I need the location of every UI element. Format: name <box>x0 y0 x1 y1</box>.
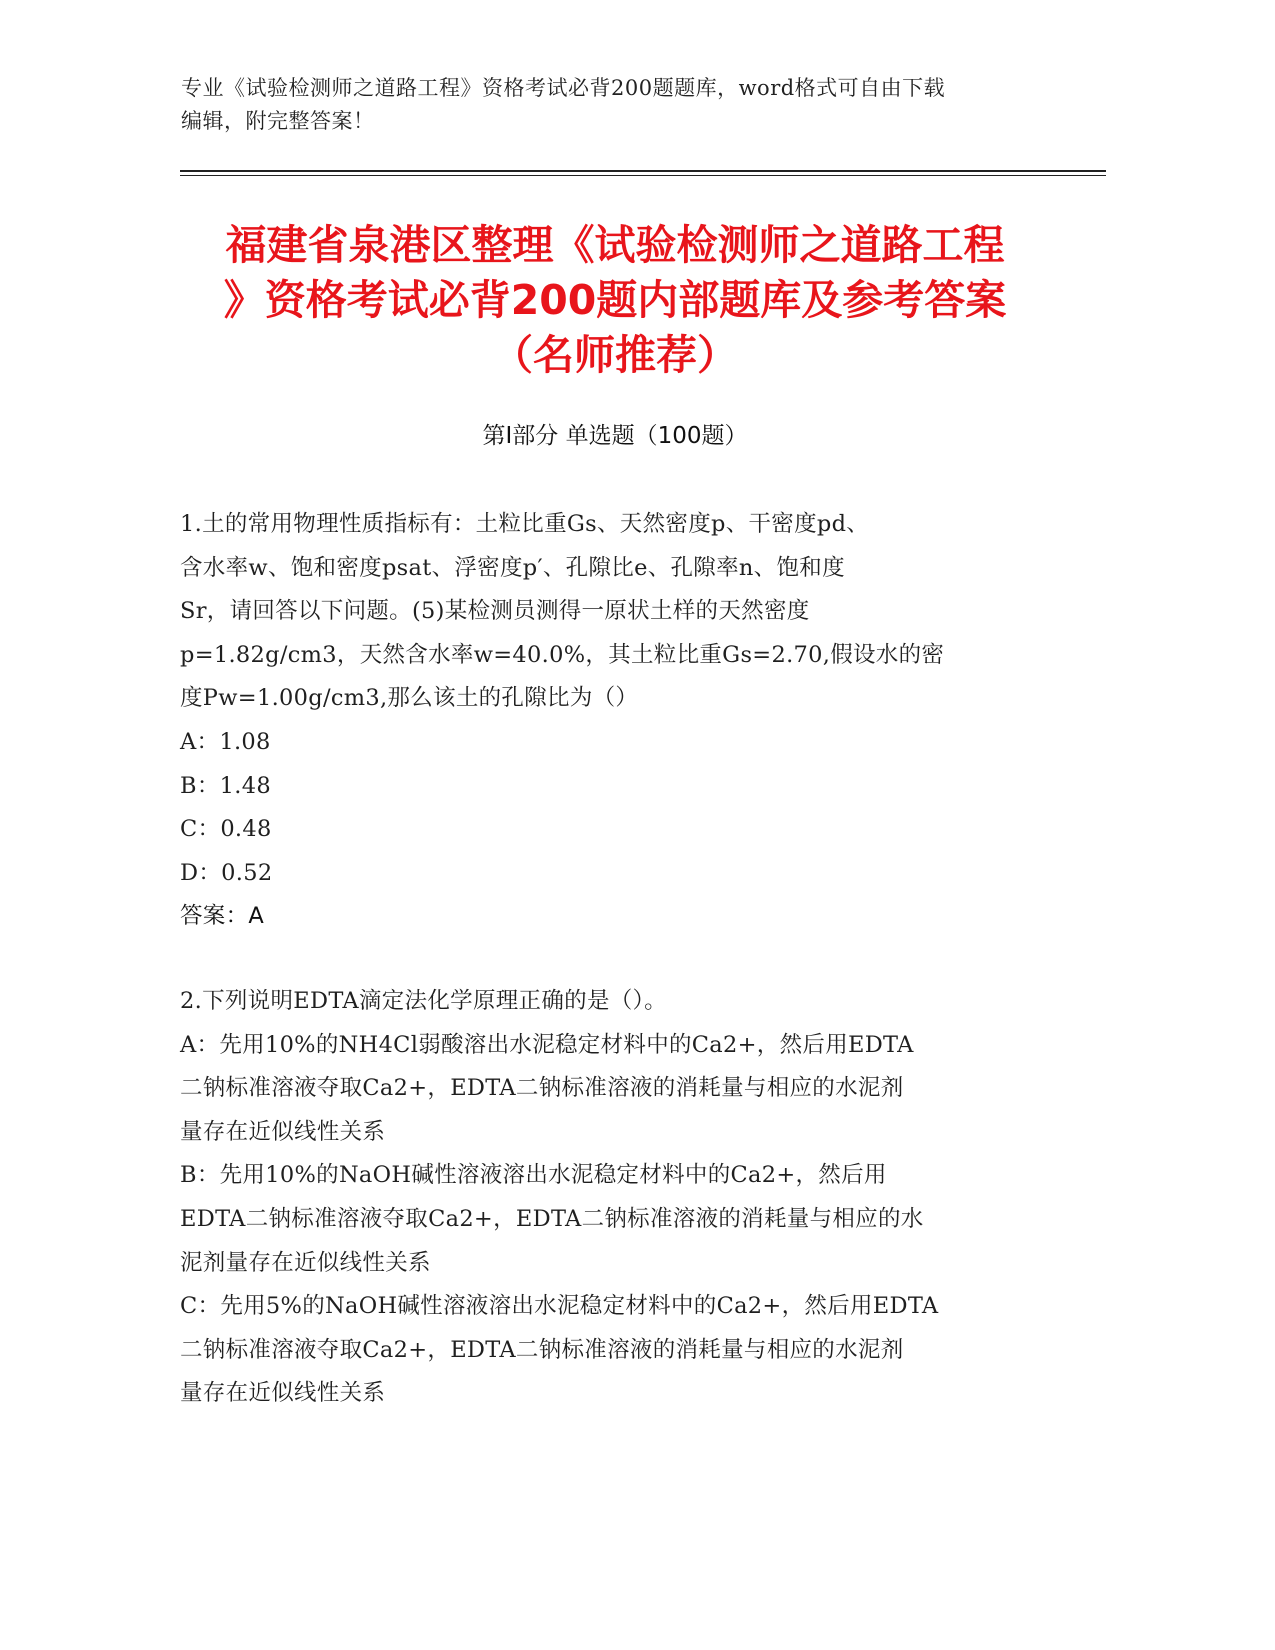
question-stem-line: 含水率w、饱和密度psat、浮密度p′、孔隙比e、孔隙率n、饱和度 <box>180 554 845 581</box>
question-stem-line: p=1.82g/cm3，天然含水率w=40.0%，其土粒比重Gs=2.70,假设水的密 <box>180 641 945 668</box>
option-c: C：0.48 <box>180 816 272 843</box>
option-b: B：1.48 <box>180 772 271 799</box>
header-divider <box>180 170 1106 172</box>
option-a: A：1.08 <box>180 728 271 755</box>
header-note <box>181 72 1031 138</box>
option-b-line: 泥剂量存在近似线性关系 <box>180 1249 431 1276</box>
document-title <box>180 218 1050 383</box>
option-a-line: 二钠标准溶液夺取Ca2+，EDTA二钠标准溶液的消耗量与相应的水泥剂 <box>180 1075 904 1102</box>
question-2 <box>180 980 1040 1416</box>
header-note-line: 编辑，附完整答案！ <box>181 109 375 133</box>
question-1 <box>180 503 1040 939</box>
document-title-line: （名师推荐） <box>492 331 738 379</box>
option-d: D：0.52 <box>180 859 273 886</box>
question-stem-line: 2.下列说明EDTA滴定法化学原理正确的是（）。 <box>180 988 667 1014</box>
document-title-line: 》资格考试必背200题内部题库及参考答案 <box>223 276 1007 324</box>
question-stem-line: 1.土的常用物理性质指标有：土粒比重Gs、天然密度p、干密度pd、 <box>180 511 870 537</box>
option-b-line: EDTA二钠标准溶液夺取Ca2+，EDTA二钠标准溶液的消耗量与相应的水 <box>180 1205 924 1232</box>
option-a-line: 量存在近似线性关系 <box>180 1118 386 1145</box>
section-heading: 第Ⅰ部分 单选题（100题） <box>482 423 748 449</box>
header-divider-thin <box>180 175 1106 176</box>
answer-label: 答案：A <box>180 903 265 930</box>
option-b-line: B：先用10%的NaOH碱性溶液溶出水泥稳定材料中的Ca2+，然后用 <box>180 1162 887 1189</box>
question-stem-line: Sr，请回答以下问题。(5)某检测员测得一原状土样的天然密度 <box>180 598 810 625</box>
document-title-line: 福建省泉港区整理《试验检测师之道路工程 <box>225 221 1005 269</box>
option-c-line: 量存在近似线性关系 <box>180 1380 386 1407</box>
option-c-line: C：先用5%的NaOH碱性溶液溶出水泥稳定材料中的Ca2+，然后用EDTA <box>180 1293 939 1320</box>
option-c-line: 二钠标准溶液夺取Ca2+，EDTA二钠标准溶液的消耗量与相应的水泥剂 <box>180 1336 904 1363</box>
question-stem-line: 度Pw=1.00g/cm3,那么该土的孔隙比为（） <box>180 685 639 712</box>
option-a-line: A：先用10%的NH4Cl弱酸溶出水泥稳定材料中的Ca2+，然后用EDTA <box>180 1031 914 1058</box>
header-note-line: 专业《试验检测师之道路工程》资格考试必背200题题库，word格式可自由下载 <box>181 76 946 100</box>
